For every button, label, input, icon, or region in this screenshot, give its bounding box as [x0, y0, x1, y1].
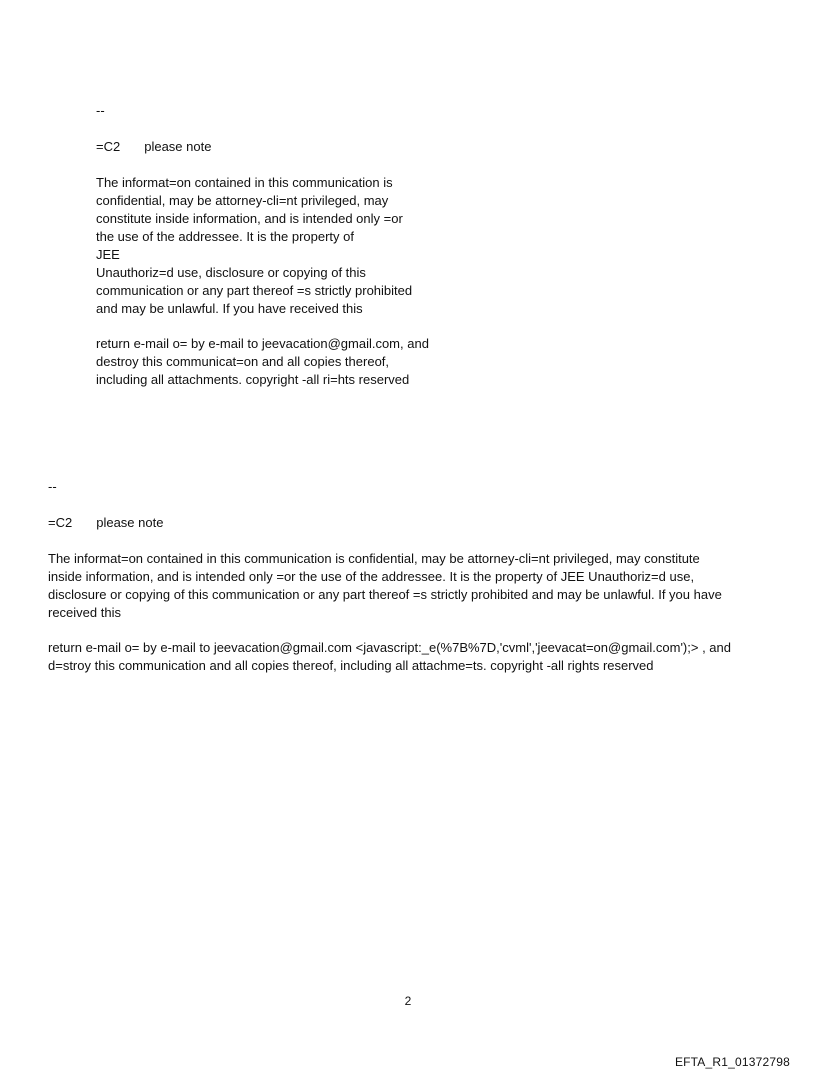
- page-number: 2: [404, 994, 412, 1008]
- confidentiality-notice-2: [48, 550, 768, 622]
- note-label-1: please note: [144, 139, 212, 154]
- notice-line: Unauthoriz=d use, disclosure or copying of this: [96, 265, 366, 280]
- notice-line: The informat=on contained in this communication is: [96, 175, 393, 190]
- return-line: destroy this communicat=on and all copies thereof,: [96, 354, 390, 369]
- notice-line: confidential, may be attorney-cli=nt privileged, may: [96, 193, 389, 208]
- signature-separator-2: --: [48, 479, 57, 494]
- note-heading-1: [96, 138, 211, 156]
- return-line: return e-mail o= by e-mail to jeevacation@gmail.com, and: [96, 336, 429, 351]
- notice-line: disclosure or copying of this communication or any part thereof =s strictly prohibited and may be unlawful. If you have: [48, 587, 722, 602]
- return-line: d=stroy this communication and all copies thereof, including all attachme=ts. copyright -all rights reserved: [48, 658, 654, 673]
- notice-line: constitute inside information, and is intended only =or: [96, 211, 403, 226]
- notice-line: communication or any part thereof =s strictly prohibited: [96, 283, 413, 298]
- return-instructions-2: [48, 639, 768, 675]
- notice-line: and may be unlawful. If you have received this: [96, 301, 363, 316]
- notice-line: The informat=on contained in this communication is confidential, may be attorney-cli=nt privileged, may constitute: [48, 551, 700, 566]
- confidentiality-notice-1: [96, 174, 496, 318]
- notice-line: inside information, and is intended only =or the use of the addressee. It is the property of JEE Unauthoriz=d use,: [48, 569, 695, 584]
- note-prefix-1: =C2: [96, 139, 121, 154]
- return-line: return e-mail o= by e-mail to jeevacation@gmail.com <javascript:_e(%7B%7D,'cvml','jeevacat=on@gmail.com');> , and: [48, 640, 731, 655]
- notice-line: the use of the addressee. It is the property of: [96, 229, 354, 244]
- note-label-2: please note: [96, 515, 164, 530]
- note-prefix-2: =C2: [48, 515, 73, 530]
- note-heading-2: [48, 514, 163, 532]
- notice-line: received this: [48, 605, 121, 620]
- notice-line: JEE: [96, 247, 120, 262]
- bates-number: EFTA_R1_01372798: [674, 1055, 790, 1069]
- return-instructions-1: [96, 335, 496, 389]
- signature-separator-1: --: [96, 103, 105, 118]
- return-line: including all attachments. copyright -all ri=hts reserved: [96, 372, 410, 387]
